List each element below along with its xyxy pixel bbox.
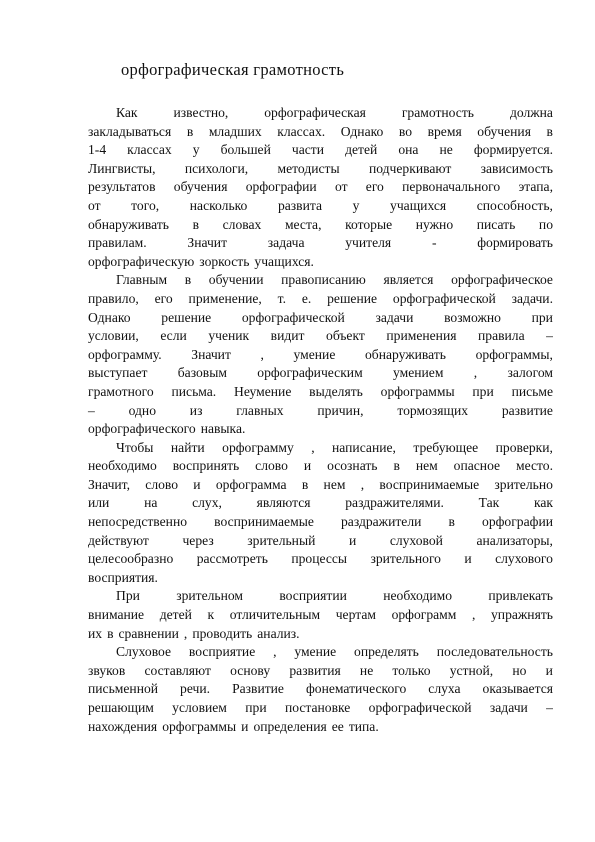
text-line: письменной речи. Развитие фонематического слуха оказывается — [88, 681, 553, 697]
text-line: или на слух, являются раздражителями. Так как — [88, 495, 553, 511]
text-line: условии, если ученик видит объект применения правила – — [88, 328, 553, 344]
text-line: 1-4 классах у большей части детей она не формируется. — [88, 142, 553, 158]
text-line: их в сравнении , проводить анализ. — [88, 625, 300, 641]
paragraph — [88, 104, 553, 271]
text-line: правилам. Значит задача учителя - формировать — [88, 235, 553, 251]
text-line: Значит, слово и орфограмма в нем , воспринимаемые зрительно — [88, 476, 553, 492]
text-line: – одно из главных причин, тормозящих развитие — [88, 402, 553, 418]
text-line: Слуховое восприятие , умение определять последовательность — [116, 644, 553, 660]
text-line: обнаруживать в словах места, которые нужно писать по — [88, 216, 553, 232]
text-line: Чтобы найти орфограмму , написание, требующее проверки, — [116, 439, 553, 455]
text-line: внимание детей к отличительным чертам орфограмм , упражнять — [88, 607, 553, 623]
page-title: орфографическая грамотность — [121, 60, 345, 79]
text-line: непосредственно воспринимаемые раздражители в орфографии — [88, 514, 553, 530]
text-line: грамотного письма. Неумение выделять орфограммы при письме — [88, 383, 553, 399]
text-line: необходимо воспринять слово и осознать в нем опасное место. — [88, 458, 553, 474]
text-line: результатов обучения орфографии от его первоначального этапа, — [88, 179, 553, 195]
text-line: орфограмму. Значит , умение обнаруживать орфограммы, — [88, 346, 553, 362]
text-line: Однако решение орфографической задачи возможно при — [88, 309, 553, 325]
text-line: орфографического навыка. — [88, 421, 246, 437]
text-line: орфографическую зоркость учащихся. — [88, 253, 314, 269]
paragraph — [88, 643, 553, 736]
document-body — [88, 104, 553, 736]
text-line: от того, насколько развита у учащихся способность, — [88, 197, 553, 213]
text-line: Лингвисты, психологи, методисты подчеркивают зависимость — [88, 160, 553, 176]
paragraph — [88, 587, 553, 643]
text-line: закладываться в младших классах. Однако во время обучения в — [88, 123, 553, 139]
text-line: решающим условием при постановке орфографической задачи – — [88, 700, 553, 715]
text-line: правило, его применение, т. е. решение орфографической задачи. — [88, 290, 553, 306]
text-line: Как известно, орфографическая грамотность должна — [116, 105, 553, 120]
text-line: При зрительном восприятии необходимо привлекать — [116, 588, 553, 604]
text-line: Главным в обучении правописанию является орфографическое — [116, 272, 553, 288]
text-line: звуков составляют основу развития не только устной, но и — [88, 662, 553, 678]
text-line: восприятия. — [88, 569, 158, 585]
paragraph — [88, 271, 553, 438]
paragraph — [88, 439, 553, 588]
text-line: целесообразно рассмотреть процессы зрительного и слухового — [88, 551, 553, 567]
text-line: выступает базовым орфографическим умением , залогом — [88, 365, 553, 381]
text-line: действуют через зрительный и слуховой анализаторы, — [88, 532, 553, 548]
text-line: нахождения орфограммы и определения ее типа. — [88, 718, 379, 734]
